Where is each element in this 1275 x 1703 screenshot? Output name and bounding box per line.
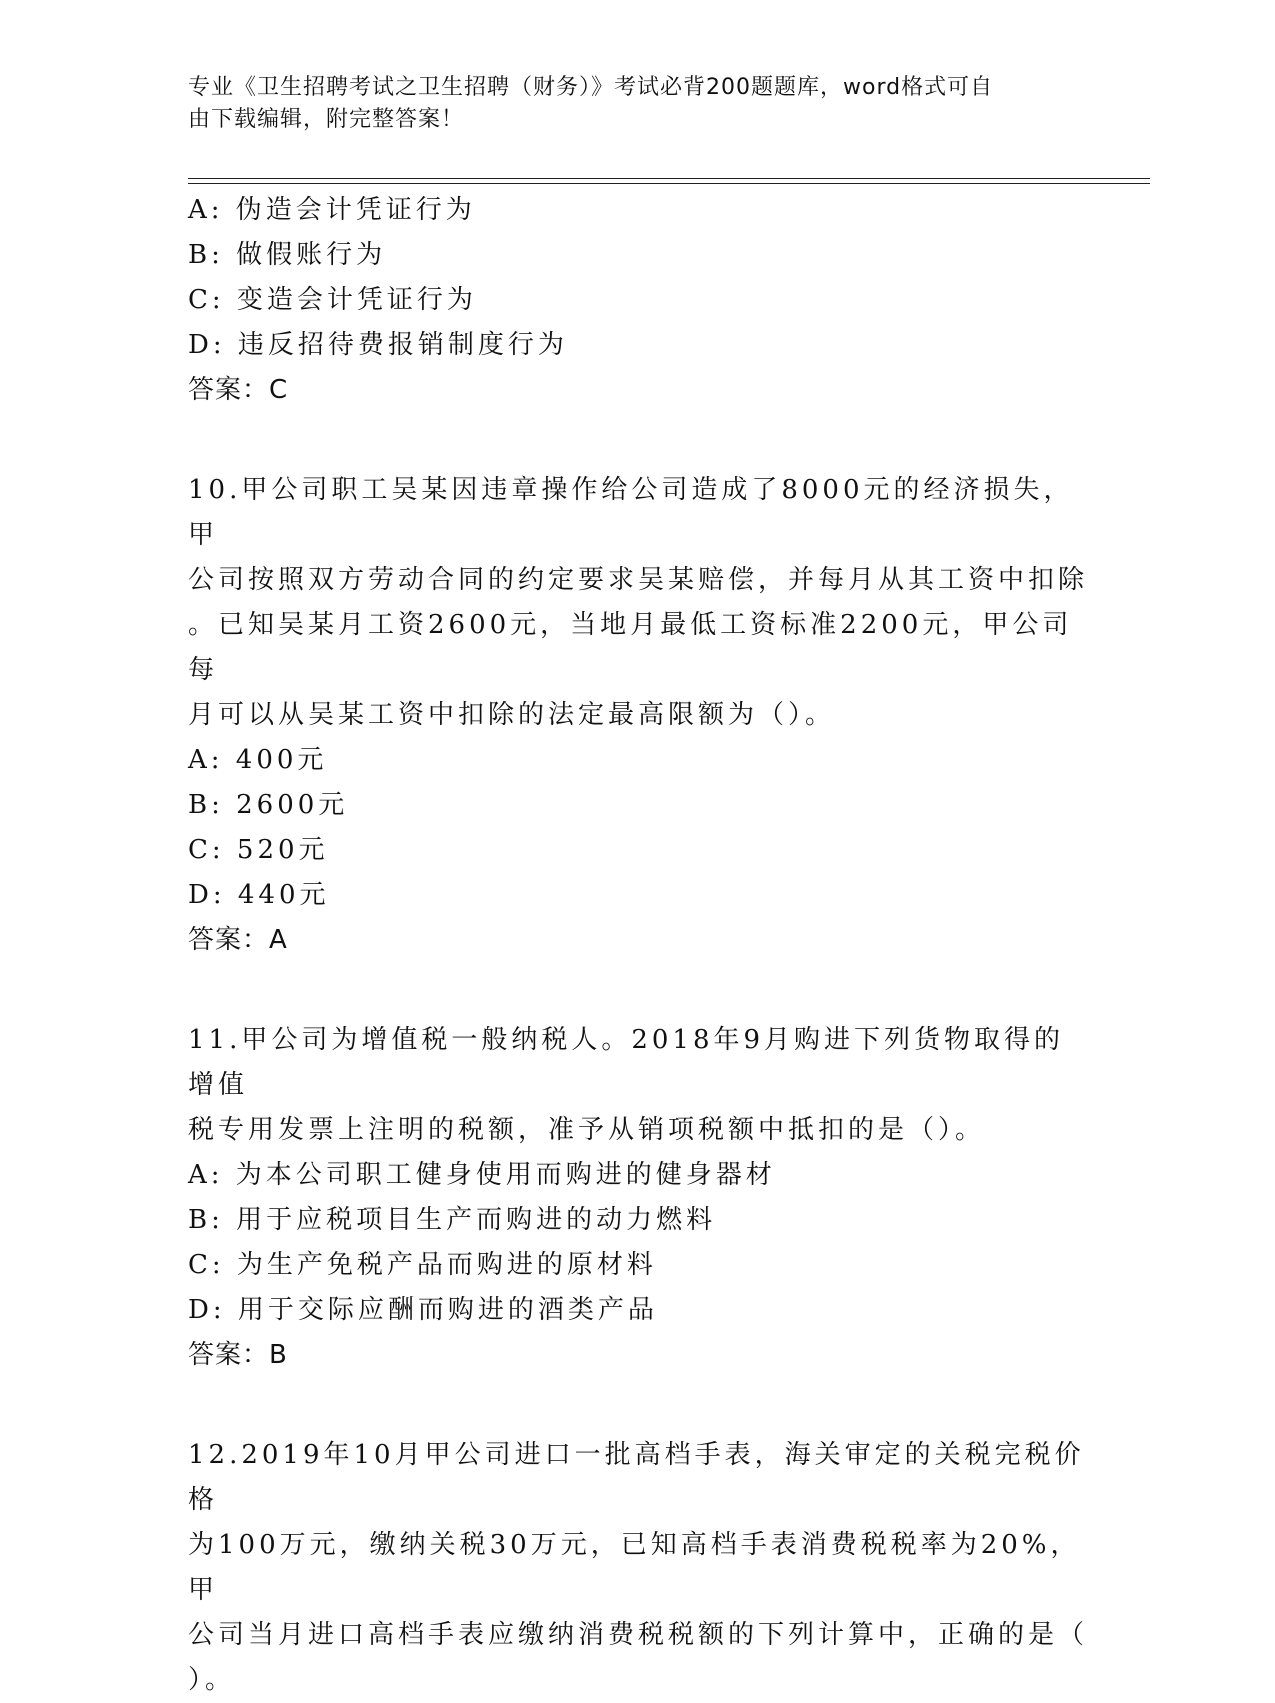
option-c: C: 变造会计凭证行为 xyxy=(188,285,477,315)
option-a: A: 400元 xyxy=(188,745,328,775)
question-9-tail xyxy=(188,188,1088,413)
option-d: D: 440元 xyxy=(188,880,330,910)
option-b: B: 2600元 xyxy=(188,790,349,820)
document-header xyxy=(188,72,1088,136)
answer-line: 答案：C xyxy=(188,375,289,405)
option-b: B: 用于应税项目生产而购进的动力燃料 xyxy=(188,1205,717,1235)
question-stem-line: 公司当月进口高档手表应缴纳消费税税额的下列计算中，正确的是（ xyxy=(188,1620,1089,1650)
question-stem-line: 税专用发票上注明的税额，准予从销项税额中抵扣的是（）。 xyxy=(188,1115,986,1145)
question-stem-line: 。已知吴某月工资2600元，当地月最低工资标准2200元，甲公司每 xyxy=(188,610,1073,685)
question-10 xyxy=(188,468,1088,963)
question-stem-line: 月可以从吴某工资中扣除的法定最高限额为（）。 xyxy=(188,700,836,730)
question-11 xyxy=(188,1018,1088,1378)
option-c: C: 520元 xyxy=(188,835,329,865)
question-stem-line: 12.2019年10月甲公司进口一批高档手表，海关审定的关税完税价格 xyxy=(188,1440,1085,1515)
question-stem-line: 10.甲公司职工吴某因违章操作给公司造成了8000元的经济损失，甲 xyxy=(188,475,1074,550)
option-c: C: 为生产免税产品而购进的原材料 xyxy=(188,1250,657,1280)
question-stem-line: 公司按照双方劳动合同的约定要求吴某赔偿，并每月从其工资中扣除 xyxy=(188,565,1089,595)
question-stem-line: ）。 xyxy=(188,1665,236,1695)
header-line-1: 专业《卫生招聘考试之卫生招聘（财务）》考试必背200题题库，word格式可自 xyxy=(188,75,994,100)
question-stem-line: 为100万元，缴纳关税30万元，已知高档手表消费税税率为20%，甲 xyxy=(188,1530,1081,1605)
document-body xyxy=(188,188,1088,1703)
header-divider-top xyxy=(188,178,1150,179)
header-line-2: 由下载编辑，附完整答案！ xyxy=(188,107,465,132)
question-12 xyxy=(188,1433,1088,1703)
option-d: D: 违反招待费报销制度行为 xyxy=(188,330,568,360)
option-b: B: 做假账行为 xyxy=(188,240,387,270)
option-a: A: 伪造会计凭证行为 xyxy=(188,195,476,225)
answer-line: 答案：A xyxy=(188,925,288,955)
option-a: A: 为本公司职工健身使用而购进的健身器材 xyxy=(188,1160,776,1190)
header-divider-bottom xyxy=(188,183,1150,184)
answer-line: 答案：B xyxy=(188,1340,288,1370)
question-stem-line: 11.甲公司为增值税一般纳税人。2018年9月购进下列货物取得的增值 xyxy=(188,1025,1065,1100)
option-d: D: 用于交际应酬而购进的酒类产品 xyxy=(188,1295,658,1325)
